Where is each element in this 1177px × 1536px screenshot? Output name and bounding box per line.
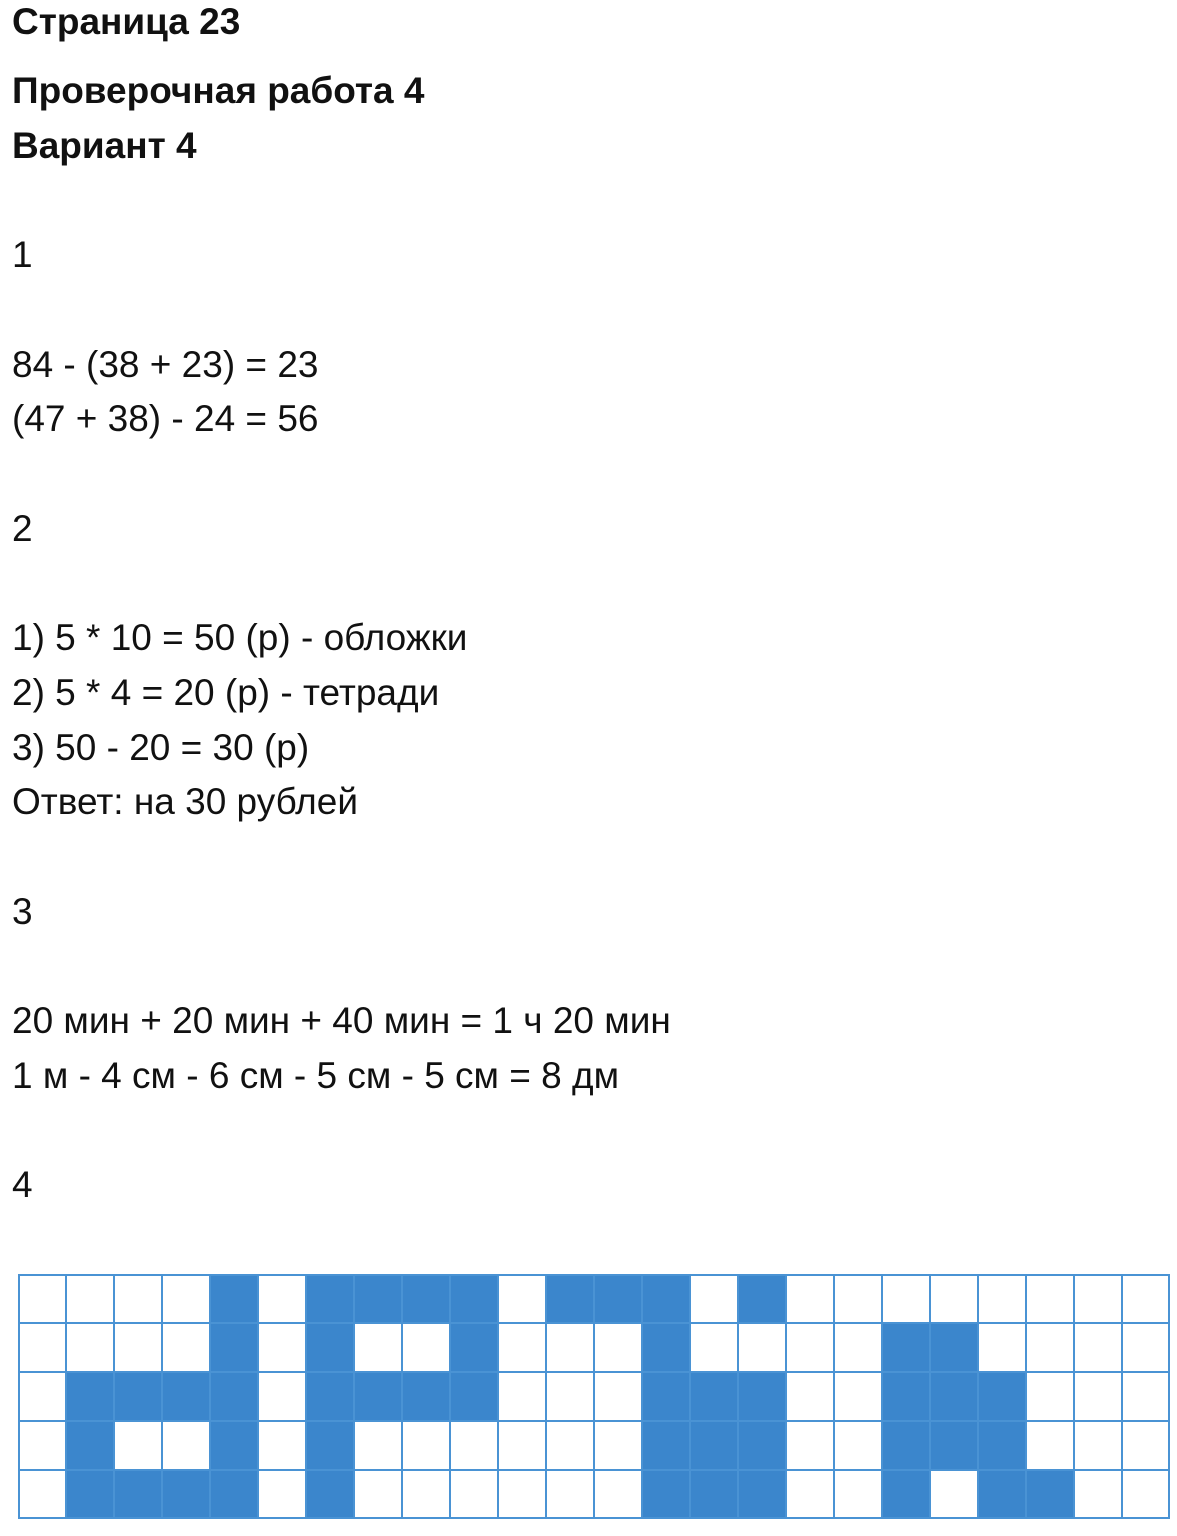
variant-title: Вариант 4: [12, 125, 197, 166]
filled-cell: [738, 1372, 786, 1421]
filled-cell: [306, 1274, 354, 1323]
filled-cell: [210, 1274, 258, 1323]
filled-cell: [930, 1323, 978, 1372]
filled-cell: [642, 1274, 690, 1323]
pattern-grid: [18, 1274, 1170, 1519]
task-1-line-1: 84 - (38 + 23) = 23: [12, 344, 319, 385]
filled-cell: [978, 1421, 1026, 1470]
work-title: Проверочная работа 4: [12, 70, 425, 111]
filled-cell: [450, 1372, 498, 1421]
filled-cell: [642, 1470, 690, 1519]
task-2-line-3: 3) 50 - 20 = 30 (р): [12, 727, 310, 768]
filled-cell: [546, 1274, 594, 1323]
filled-cell: [450, 1323, 498, 1372]
filled-cell: [210, 1372, 258, 1421]
task-2-line-1: 1) 5 * 10 = 50 (р) - обложки: [12, 617, 468, 658]
filled-cell: [642, 1323, 690, 1372]
filled-cell: [66, 1372, 114, 1421]
filled-cell: [738, 1470, 786, 1519]
filled-cell: [306, 1372, 354, 1421]
task-2-answer: Ответ: на 30 рублей: [12, 781, 358, 822]
task-3-number: 3: [12, 891, 33, 932]
task-1-line-2: (47 + 38) - 24 = 56: [12, 398, 319, 439]
filled-cell: [210, 1323, 258, 1372]
filled-cell: [450, 1274, 498, 1323]
filled-cell: [1026, 1470, 1074, 1519]
task-4-number: 4: [12, 1164, 33, 1205]
task-3-line-2: 1 м - 4 см - 6 см - 5 см - 5 см = 8 дм: [12, 1055, 620, 1096]
filled-cell: [354, 1372, 402, 1421]
filled-cell: [978, 1372, 1026, 1421]
filled-cell: [594, 1274, 642, 1323]
filled-cell: [690, 1421, 738, 1470]
task-1-number: 1: [12, 234, 33, 275]
filled-cell: [882, 1372, 930, 1421]
task-2-number: 2: [12, 508, 33, 549]
filled-cell: [162, 1372, 210, 1421]
filled-cell: [882, 1421, 930, 1470]
filled-cell: [354, 1274, 402, 1323]
filled-cell: [162, 1470, 210, 1519]
filled-cell: [882, 1470, 930, 1519]
filled-cell: [738, 1421, 786, 1470]
filled-cell: [306, 1323, 354, 1372]
filled-cell: [690, 1470, 738, 1519]
task-2-line-2: 2) 5 * 4 = 20 (р) - тетради: [12, 672, 440, 713]
filled-cell: [210, 1421, 258, 1470]
filled-cell: [882, 1323, 930, 1372]
filled-cell: [930, 1372, 978, 1421]
filled-cell: [738, 1274, 786, 1323]
filled-cell: [114, 1470, 162, 1519]
filled-cell: [114, 1372, 162, 1421]
filled-cell: [306, 1421, 354, 1470]
filled-cell: [402, 1274, 450, 1323]
filled-cell: [402, 1372, 450, 1421]
task-3-line-1: 20 мин + 20 мин + 40 мин = 1 ч 20 мин: [12, 1000, 671, 1041]
filled-cell: [306, 1470, 354, 1519]
filled-cell: [66, 1470, 114, 1519]
filled-cell: [642, 1421, 690, 1470]
filled-cell: [930, 1421, 978, 1470]
page-title: Страница 23: [12, 1, 241, 42]
filled-cell: [642, 1372, 690, 1421]
filled-cell: [978, 1470, 1026, 1519]
filled-cell: [690, 1372, 738, 1421]
filled-cell: [210, 1470, 258, 1519]
filled-cell: [66, 1421, 114, 1470]
